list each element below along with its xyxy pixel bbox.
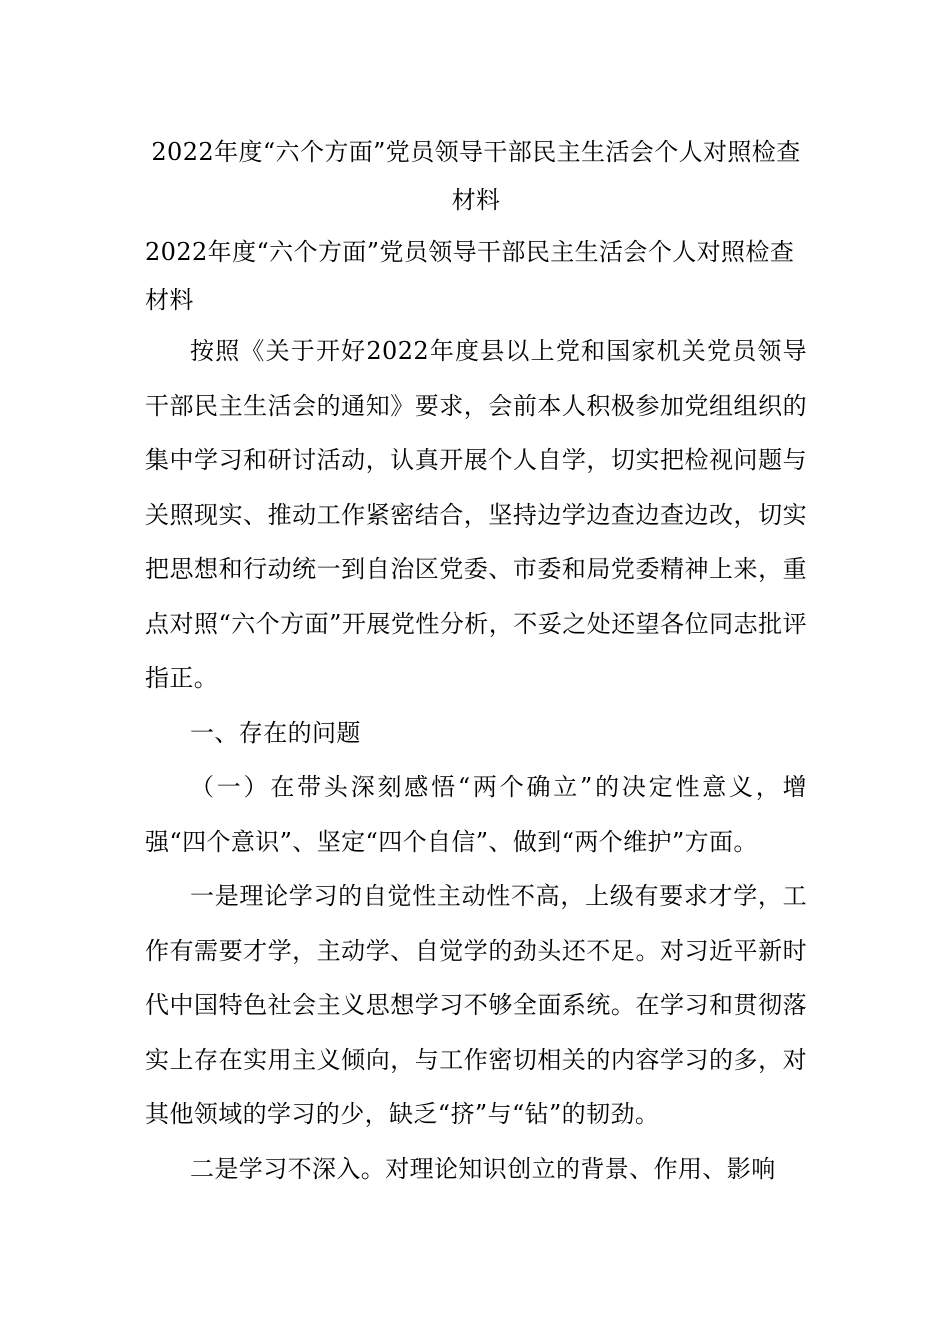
section-heading-problems: 一、存在的问题 [190,718,361,747]
intro-paragraph: 按照《关于开好2022年度县以上党和国家机关党员领导干部民主生活会的通知》要求，会前本人积极参加党组组织的集中学习和研讨活动，认真开展个人自学，切实把检视问题与关照现实、推动工作紧密结合，坚持边学边查边查边改，切实把思想和行动统一到自治区党委、市委和局党委精神上来，重点对照“六个方面”开展党性分析，不妥之处还望各位同志批评指正。 [145,337,807,692]
subsection-heading-one: （一）在带头深刻感悟“两个确立”的决定性意义，增强“四个意识”、坚定“四个自信”、做到“两个维护”方面。 [145,773,807,856]
document-body [145,128,807,1196]
point-two-paragraph: 二是学习不深入。对理论知识创立的背景、作用、影响 [190,1154,776,1183]
document-title: 2022年度“六个方面”党员领导干部民主生活会个人对照检查材料 [151,138,801,214]
point-one-paragraph: 一是理论学习的自觉性主动性不高，上级有要求才学，工作有需要才学，主动学、自觉学的劲头还不足。对习近平新时代中国特色社会主义思想学习不够全面系统。在学习和贯彻落实上存在实用主义倾向，与工作密切相关的内容学习的多，对其他领域的学习的少，缺乏“挤”与“钻”的韧劲。 [145,882,807,1128]
document-heading: 2022年度“六个方面”党员领导干部民主生活会个人对照检查材料 [145,238,795,314]
